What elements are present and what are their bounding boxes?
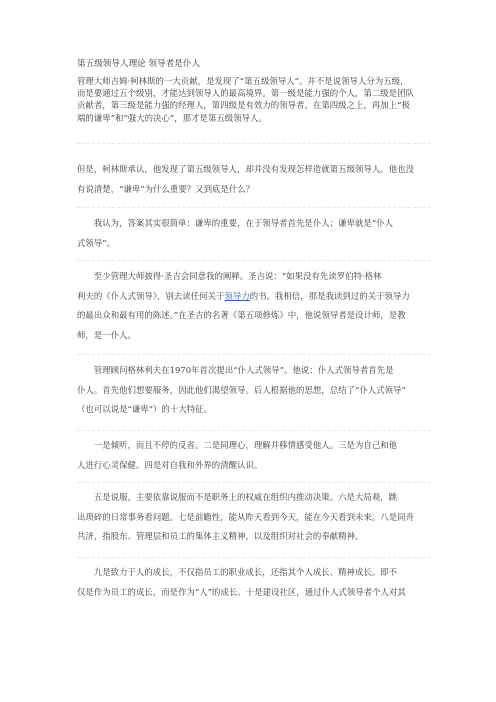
text-segment: 利夫的《仆人式领导》，别去读任何关于: [77, 290, 225, 301]
paragraph-greenleaf: [77, 361, 431, 420]
paragraph-traits-5-8: [77, 488, 431, 547]
section-divider: [77, 207, 431, 208]
text-line: 端的谦卑”和“强大的决心”，那才是第五级领导人。: [77, 112, 267, 123]
paragraph-traits-9-10: [77, 563, 431, 602]
section-divider: [77, 260, 431, 261]
text-line: 师，是一仆人。: [77, 329, 136, 340]
paragraph-intro: [77, 75, 431, 124]
text-line: 式领导”。: [77, 237, 116, 248]
text-line: （也可以说是“谦卑”）的十大特征。: [77, 404, 213, 414]
text-line: 共济，指股东、管理层和员工的集体主义精神，以及组织对社会的奉献精神。: [77, 531, 364, 541]
section-divider: [77, 482, 431, 483]
text-line: 一是倾听，而且不停的反省。二是同理心，理解并移情感受他人。三是为自己和他: [93, 440, 398, 450]
text-line: 出琐碎的日常事务看问题。七是前瞻性，能从昨天看到今天，能在今天看到未来。八是同舟: [77, 511, 414, 522]
text-line: 九是致力于人的成长，不仅指员工的职业成长，还指其个人成长、精神成长。即不: [93, 567, 398, 577]
text-line: 五是说服，主要依靠说服而不是职务上的权威在组织内推动决策。六是大局观，跳: [93, 492, 398, 502]
text-line: 的最出众和最有用的陈述。”在圣吉的名著《第五项修炼》中，他说领导者是设计师，是教: [77, 310, 406, 320]
text-line: 管理大师吉姆·柯林斯的一大贡献，是发现了“第五级领导人”。并不是说领导人分为五级，: [77, 76, 409, 86]
text-line: 但是，柯林斯承认，他发现了第五级领导人，却并没有发现怎样造就第五级领导人。他也没: [77, 164, 414, 174]
section-divider: [77, 143, 431, 144]
document-title: 第五级领导人理论 领导者是仆人: [77, 59, 201, 69]
section-divider: [77, 430, 431, 431]
text-line: 仆人。首先他们想要服务，因此他们渴望领导。后人根据他的思想，总结了“仆人式领导”: [77, 384, 406, 395]
text-line: [77, 287, 431, 307]
section-divider: [77, 557, 431, 558]
text-line: 贡献者，第三级是能力强的经理人，第四级是有效力的领导者。在第四级之上，再加上“极: [77, 100, 410, 111]
text-line: 人进行心灵保健。四是对自我和外界的清醒认识。: [77, 459, 263, 470]
section-divider: [77, 354, 431, 355]
text-line: 管理顾问格林利夫在1970年首次提出“仆人式领导”。他说：仆人式领导者首先是: [93, 365, 394, 375]
paragraph-however: [77, 160, 431, 199]
paragraph-traits-1-4: [77, 436, 431, 475]
paragraph-answer: [77, 214, 431, 253]
text-line: 有说清楚，“谦卑”为什么重要？又到底是什么？: [77, 183, 255, 194]
leadership-link[interactable]: 领导力: [224, 290, 250, 301]
text-line: 至少管理大师披得·圣吉会同意我的阐释。圣吉说：“如果没有先读罗伯特·格林: [93, 271, 382, 281]
text-segment: 的书。我相信，那是我读到过的关于领导力: [249, 290, 410, 301]
text-line: 而是要通过五个级别，才能达到领导人的最高境界。第一级是能力强的个人，第二级是团队: [77, 88, 414, 99]
text-line: 我认为，答案其实很简单：谦卑的重要，在于领导者首先是仆人；谦卑就是“仆人: [93, 218, 394, 228]
paragraph-senge: [77, 267, 431, 345]
text-line: 仅是作为员工的成长，而是作为“人”的成长。十是建设社区，通过仆人式领导者个人对其: [77, 586, 406, 597]
